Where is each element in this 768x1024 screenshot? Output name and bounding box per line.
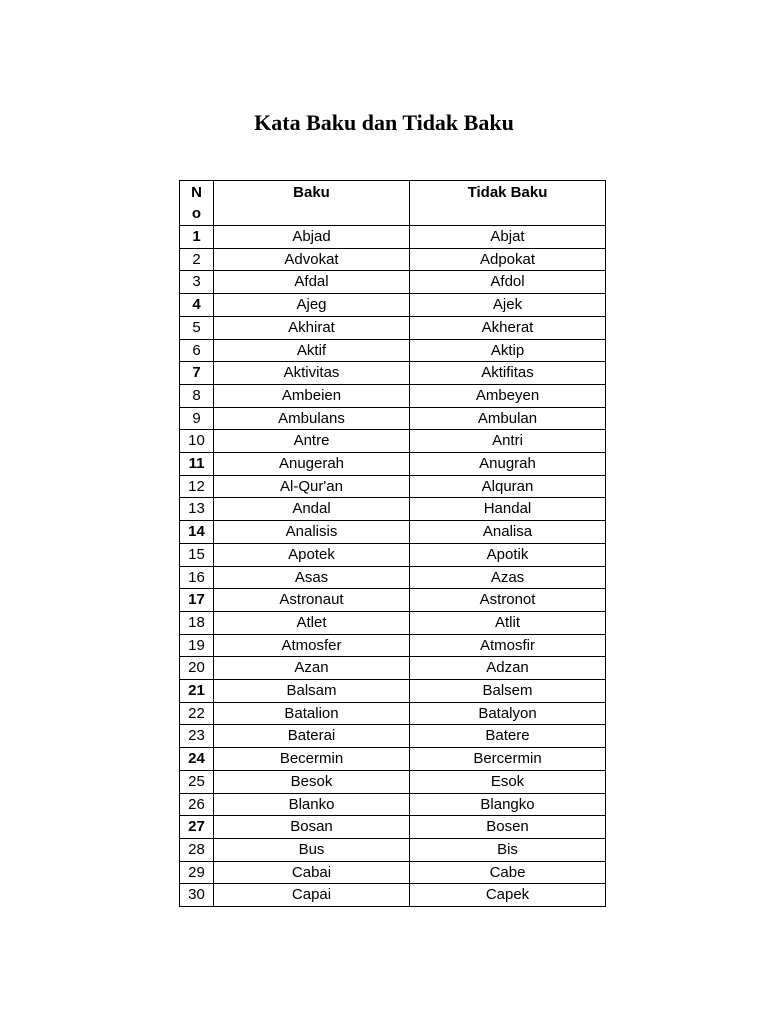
cell-baku: Azan xyxy=(214,657,410,680)
cell-baku: Balsam xyxy=(214,680,410,703)
cell-no: 30 xyxy=(180,884,214,907)
table-row xyxy=(180,748,606,771)
cell-baku: Al-Qur'an xyxy=(214,475,410,498)
table-header-row xyxy=(180,181,606,226)
table-body xyxy=(180,226,606,907)
table-row xyxy=(180,248,606,271)
cell-baku: Cabai xyxy=(214,861,410,884)
table-row xyxy=(180,793,606,816)
cell-tidak-baku: Azas xyxy=(410,566,606,589)
cell-baku: Astronaut xyxy=(214,589,410,612)
cell-baku: Capai xyxy=(214,884,410,907)
table-row xyxy=(180,271,606,294)
cell-tidak-baku: Atlit xyxy=(410,611,606,634)
cell-tidak-baku: Bosen xyxy=(410,816,606,839)
cell-tidak-baku: Balsem xyxy=(410,680,606,703)
cell-tidak-baku: Ambulan xyxy=(410,407,606,430)
cell-baku: Atmosfer xyxy=(214,634,410,657)
table-row xyxy=(180,566,606,589)
cell-no: 17 xyxy=(180,589,214,612)
cell-tidak-baku: Atmosfir xyxy=(410,634,606,657)
cell-baku: Ambulans xyxy=(214,407,410,430)
cell-tidak-baku: Batere xyxy=(410,725,606,748)
cell-baku: Bus xyxy=(214,838,410,861)
cell-no: 8 xyxy=(180,384,214,407)
cell-no: 26 xyxy=(180,793,214,816)
table-row xyxy=(180,316,606,339)
cell-tidak-baku: Alquran xyxy=(410,475,606,498)
cell-tidak-baku: Anugrah xyxy=(410,453,606,476)
table-row xyxy=(180,521,606,544)
table-row xyxy=(180,702,606,725)
cell-no: 7 xyxy=(180,362,214,385)
cell-tidak-baku: Astronot xyxy=(410,589,606,612)
column-header-baku: Baku xyxy=(214,181,410,226)
cell-no: 5 xyxy=(180,316,214,339)
cell-baku: Aktivitas xyxy=(214,362,410,385)
cell-baku: Becermin xyxy=(214,748,410,771)
cell-tidak-baku: Ambeyen xyxy=(410,384,606,407)
cell-tidak-baku: Afdol xyxy=(410,271,606,294)
cell-baku: Bosan xyxy=(214,816,410,839)
table-row xyxy=(180,362,606,385)
table-row xyxy=(180,475,606,498)
cell-baku: Atlet xyxy=(214,611,410,634)
cell-tidak-baku: Esok xyxy=(410,770,606,793)
cell-tidak-baku: Aktip xyxy=(410,339,606,362)
table-row xyxy=(180,680,606,703)
table-row xyxy=(180,543,606,566)
word-table xyxy=(179,180,606,907)
cell-no: 11 xyxy=(180,453,214,476)
table-row xyxy=(180,226,606,249)
table-row xyxy=(180,657,606,680)
cell-baku: Abjad xyxy=(214,226,410,249)
cell-baku: Antre xyxy=(214,430,410,453)
table-row xyxy=(180,498,606,521)
cell-no: 20 xyxy=(180,657,214,680)
cell-tidak-baku: Apotik xyxy=(410,543,606,566)
table-row xyxy=(180,430,606,453)
table-row xyxy=(180,725,606,748)
cell-baku: Apotek xyxy=(214,543,410,566)
cell-baku: Analisis xyxy=(214,521,410,544)
cell-tidak-baku: Aktifitas xyxy=(410,362,606,385)
cell-no: 28 xyxy=(180,838,214,861)
table-row xyxy=(180,407,606,430)
table-row xyxy=(180,453,606,476)
table-row xyxy=(180,634,606,657)
cell-no: 1 xyxy=(180,226,214,249)
cell-baku: Besok xyxy=(214,770,410,793)
cell-tidak-baku: Antri xyxy=(410,430,606,453)
cell-tidak-baku: Akherat xyxy=(410,316,606,339)
cell-no: 27 xyxy=(180,816,214,839)
cell-no: 29 xyxy=(180,861,214,884)
cell-no: 13 xyxy=(180,498,214,521)
column-header-tidak-baku: Tidak Baku xyxy=(410,181,606,226)
cell-tidak-baku: Handal xyxy=(410,498,606,521)
cell-tidak-baku: Adzan xyxy=(410,657,606,680)
page-title: Kata Baku dan Tidak Baku xyxy=(254,109,514,135)
cell-no: 3 xyxy=(180,271,214,294)
cell-no: 10 xyxy=(180,430,214,453)
cell-baku: Ajeg xyxy=(214,294,410,317)
cell-no: 15 xyxy=(180,543,214,566)
cell-no: 2 xyxy=(180,248,214,271)
cell-baku: Batalion xyxy=(214,702,410,725)
cell-tidak-baku: Capek xyxy=(410,884,606,907)
cell-no: 14 xyxy=(180,521,214,544)
table-row xyxy=(180,884,606,907)
cell-baku: Baterai xyxy=(214,725,410,748)
cell-baku: Andal xyxy=(214,498,410,521)
table-row xyxy=(180,838,606,861)
cell-no: 22 xyxy=(180,702,214,725)
column-header-no: No xyxy=(180,181,214,226)
table-row xyxy=(180,770,606,793)
cell-baku: Afdal xyxy=(214,271,410,294)
table-row xyxy=(180,816,606,839)
cell-baku: Blanko xyxy=(214,793,410,816)
table-row xyxy=(180,384,606,407)
cell-tidak-baku: Analisa xyxy=(410,521,606,544)
cell-tidak-baku: Abjat xyxy=(410,226,606,249)
cell-tidak-baku: Adpokat xyxy=(410,248,606,271)
cell-no: 12 xyxy=(180,475,214,498)
cell-tidak-baku: Bis xyxy=(410,838,606,861)
cell-no: 23 xyxy=(180,725,214,748)
cell-baku: Advokat xyxy=(214,248,410,271)
cell-tidak-baku: Ajek xyxy=(410,294,606,317)
cell-tidak-baku: Blangko xyxy=(410,793,606,816)
table-row xyxy=(180,294,606,317)
cell-baku: Aktif xyxy=(214,339,410,362)
cell-tidak-baku: Bercermin xyxy=(410,748,606,771)
cell-baku: Ambeien xyxy=(214,384,410,407)
cell-baku: Asas xyxy=(214,566,410,589)
cell-no: 9 xyxy=(180,407,214,430)
cell-no: 4 xyxy=(180,294,214,317)
cell-no: 16 xyxy=(180,566,214,589)
cell-tidak-baku: Cabe xyxy=(410,861,606,884)
cell-no: 21 xyxy=(180,680,214,703)
cell-baku: Anugerah xyxy=(214,453,410,476)
cell-no: 24 xyxy=(180,748,214,771)
table-row xyxy=(180,339,606,362)
table-row xyxy=(180,589,606,612)
cell-no: 19 xyxy=(180,634,214,657)
table-row xyxy=(180,611,606,634)
cell-baku: Akhirat xyxy=(214,316,410,339)
cell-tidak-baku: Batalyon xyxy=(410,702,606,725)
cell-no: 18 xyxy=(180,611,214,634)
cell-no: 6 xyxy=(180,339,214,362)
cell-no: 25 xyxy=(180,770,214,793)
table-row xyxy=(180,861,606,884)
